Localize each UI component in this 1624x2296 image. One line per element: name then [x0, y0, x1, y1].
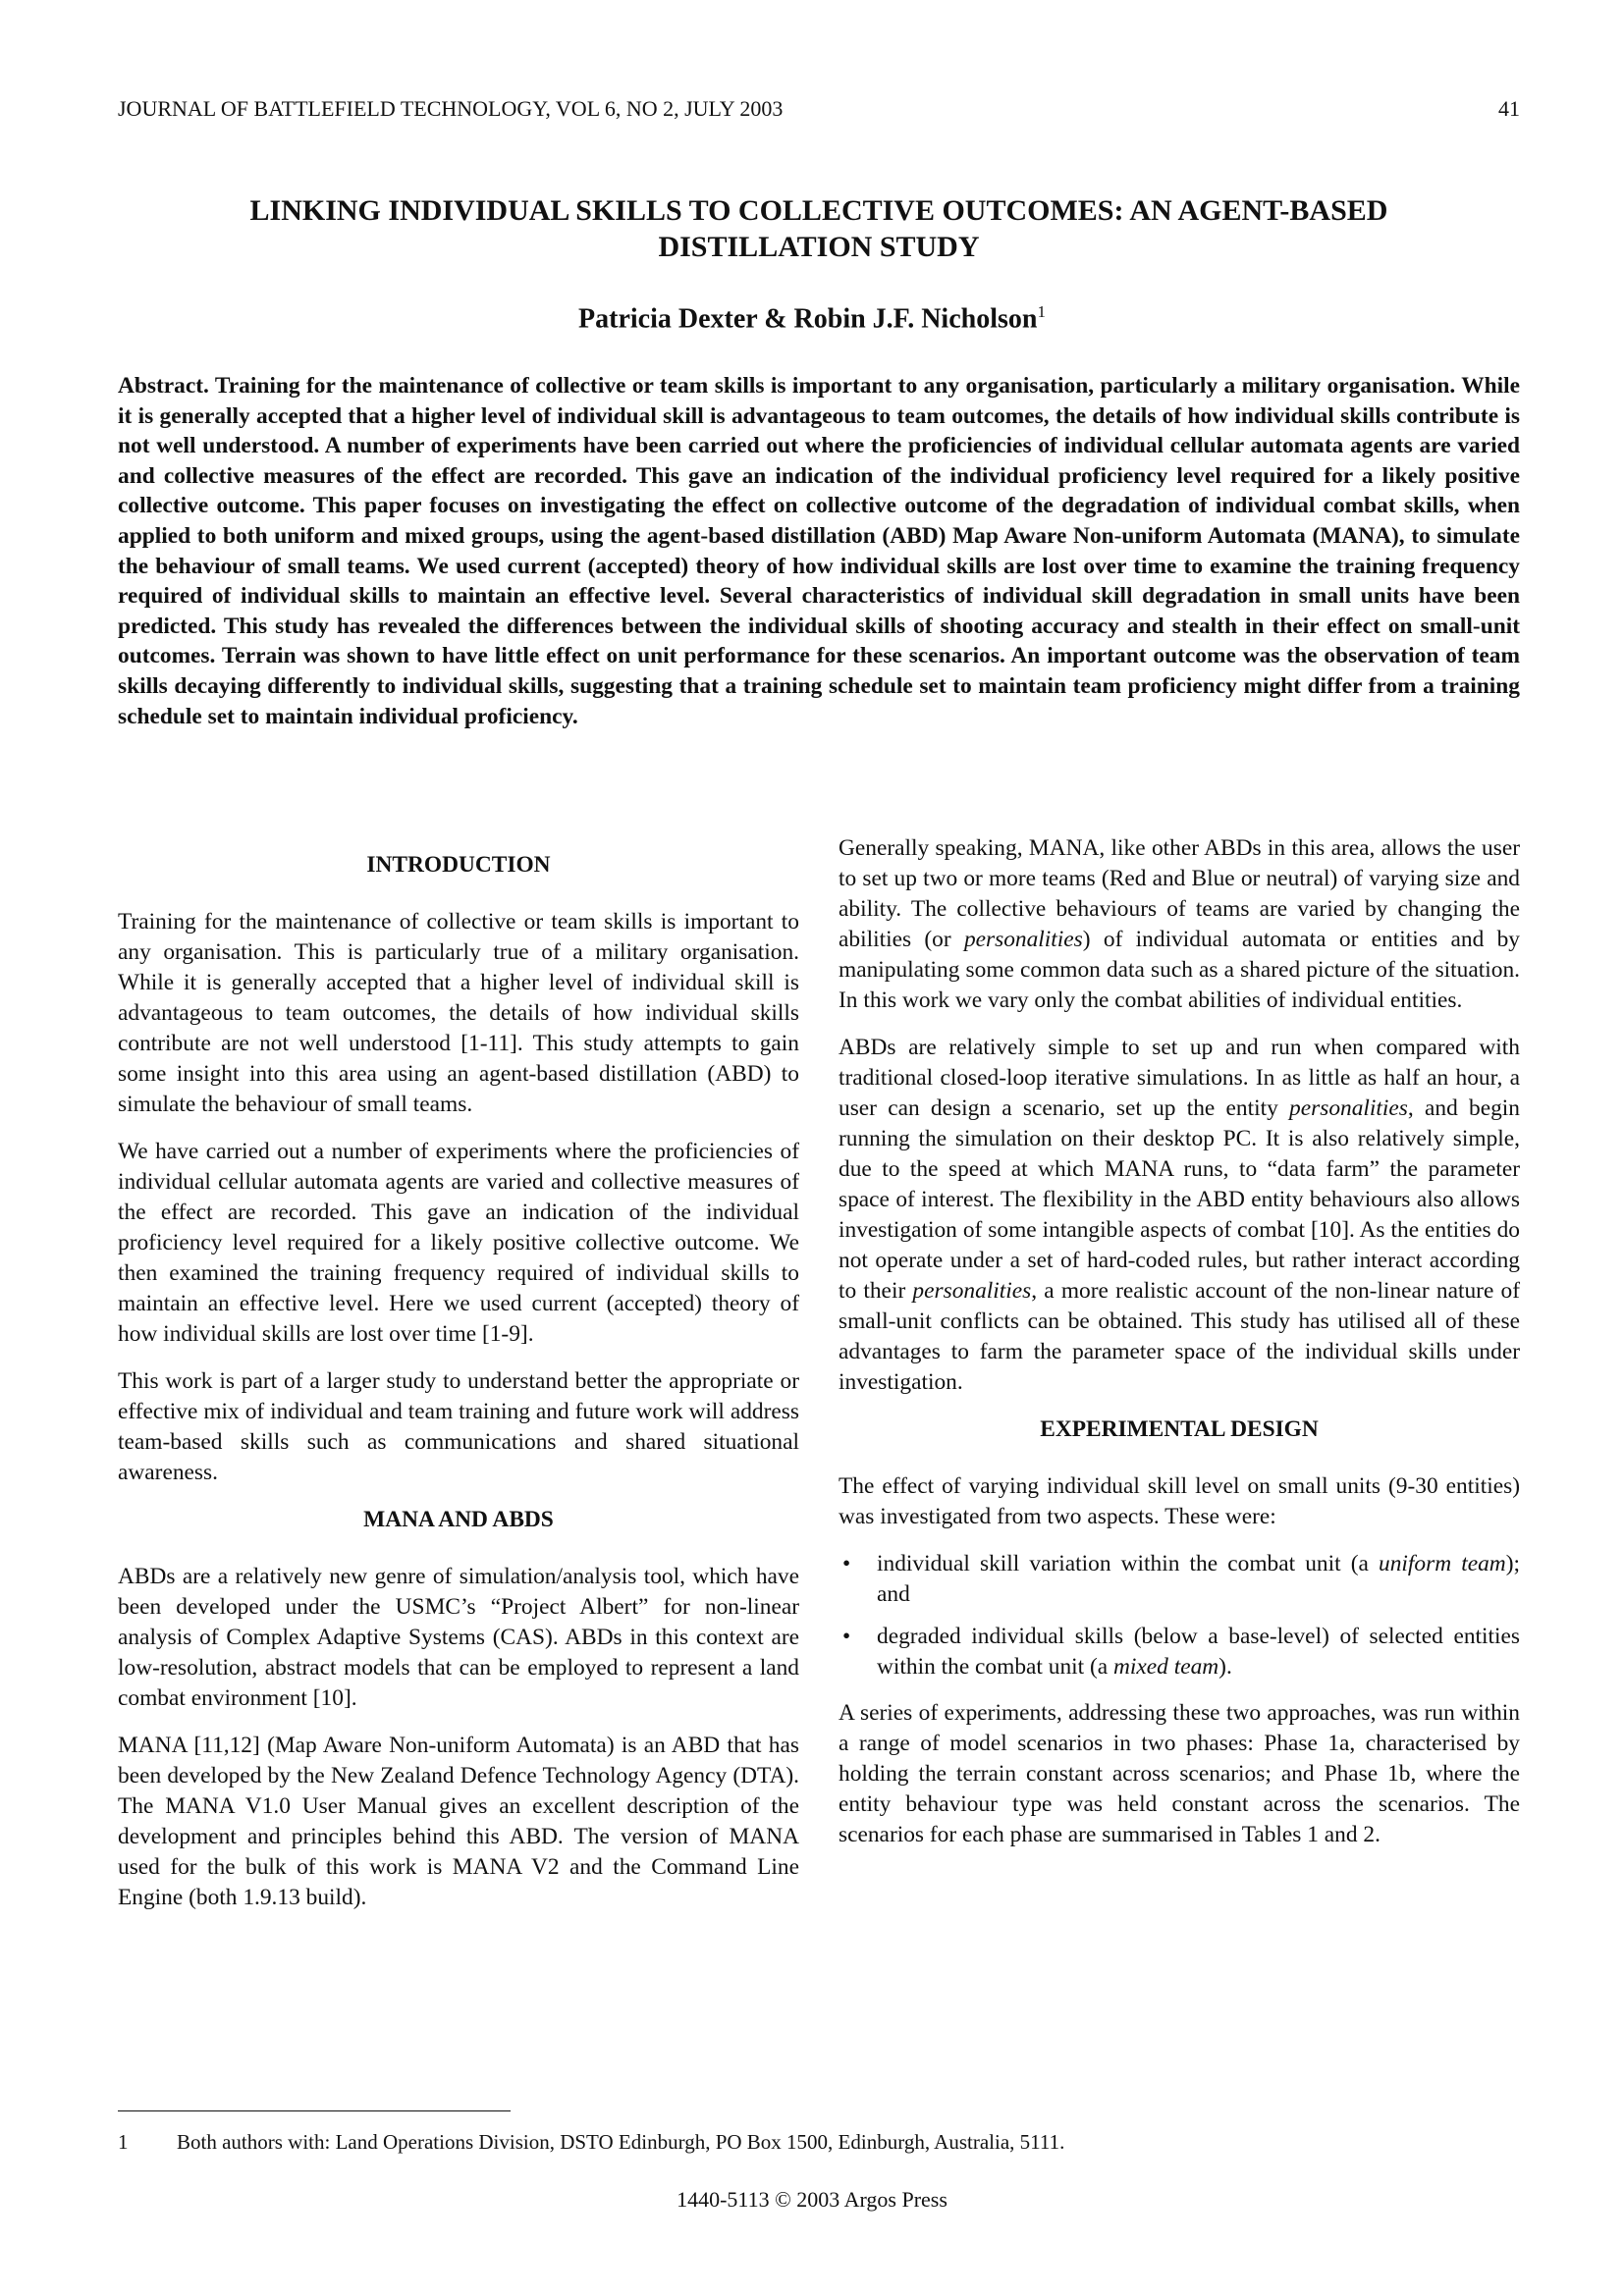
page-footer: 1440-5113 © 2003 Argos Press — [677, 2187, 947, 2212]
running-header — [118, 96, 1520, 122]
footnote-divider — [118, 2110, 511, 2111]
paragraph — [118, 1366, 799, 1488]
text-run: ABDs are relatively simple to set up and run when compared with traditional closed-loop iterative simulations. In as little as half an hour, a user can design a scenario, set up the entity — [839, 1035, 1520, 1121]
right-column — [839, 833, 1520, 1867]
paragraph — [839, 833, 1520, 1016]
paragraph — [839, 1471, 1520, 1532]
text-run: Training for the maintenance of collective or team skills is important to any organisation. This is particularly true of a military organisation. While it is generally accepted that a higher level of individual skill is advantageous to team outcomes, the details of how individual skills contribute are not well understood [1-11]. This study attempts to gain some insight into this area using an agent-based distillation (ABD) to simulate the behaviour of small teams. — [118, 909, 799, 1117]
text-run: , a more realistic account of the non-linear nature of small-unit conflicts can be obtained. This study has utilised all of these advantages to farm the parameter space of the individual skills under investigation. — [839, 1278, 1520, 1395]
text-run: ); and — [877, 1551, 1520, 1607]
text-run: ) of individual automata or entities and by manipulating some common data such as a shared picture of the situation. In this work we vary only the combat abilities of individual entities. — [839, 927, 1520, 1013]
paragraph — [118, 907, 799, 1120]
text-run: Generally speaking, MANA, like other ABDs in this area, allows the user to set up two or more teams (Red and Blue or neutral) of varying size and ability. The collective behaviours of teams are varied by changing the abilities (or — [839, 835, 1520, 952]
authors — [0, 302, 1624, 335]
journal-name: JOURNAL OF BATTLEFIELD TECHNOLOGY, VOL 6, NO 2, JULY 2003 — [118, 96, 784, 121]
footnote — [118, 2130, 1064, 2155]
text-run: The effect of varying individual skill level on small units (9-30 entities) was investigated from two aspects. These were: — [839, 1473, 1520, 1529]
abstract: Abstract. Training for the maintenance of collective or team skills is important to any organisation, particularly a military organisation. While it is generally accepted that a higher level of individual skill is advantageous to team outcomes, the details of how individual skills contribute is not well understood. A number of experiments have been carried out where the proficiencies of individual cellular automata agents are varied and collective measures of the effect are recorded. This gave an indication of the individual proficiency level required for a likely positive collective outcome. This paper focuses on investigating the effect on collective outcome of the degradation of individual combat skills, when applied to both uniform and mixed groups, using the agent-based distillation (ABD) Map Aware Non-uniform Automata (MANA), to simulate the behaviour of small teams. We used current (accepted) theory of how individual skills are lost over time to examine the training frequency required of individual skills to maintain an effective level. Several characteristics of individual skill degradation in small units have been predicted. This study has revealed the differences between the individual skills of shooting accuracy and stealth in their effect on small-unit outcomes. Terrain was shown to have little effect on unit performance for these scenarios. An important outcome was the observation of team skills decaying differently to individual skills, suggesting that a training schedule set to maintain team proficiency might differ from a training schedule set to maintain individual proficiency. — [118, 373, 1520, 729]
text-run: MANA [11,12] (Map Aware Non-uniform Automata) is an ABD that has been developed by the New Zealand Defence Technology Agency (DTA). The MANA V1.0 User Manual gives an excellent description of the development and principles behind this ABD. The version of MANA used for the bulk of this work is MANA V2 and the Command Line Engine (both 1.9.13 build). — [118, 1733, 799, 1910]
section-heading: INTRODUCTION — [366, 852, 551, 878]
paragraph — [839, 1033, 1520, 1398]
text-run: individual skill variation within the combat unit (a — [877, 1551, 1380, 1576]
text-run: degraded individual skills (below a base-level) of selected entities within the combat unit (a — [877, 1624, 1520, 1680]
text-run: , and begin running the simulation on their desktop PC. It is also relatively simple, due to the speed at which MANA runs, to “data farm” the parameter space of interest. The flexibility in the ABD entity behaviours also allows investigation of some intangible aspects of combat [10]. As the entities do not operate under a set of hard-coded rules, but rather interact according to their — [839, 1095, 1520, 1304]
text-run: ABDs are a relatively new genre of simulation/analysis tool, which have been developed under the USMC’s “Project Albert” for non-linear analysis of Complex Adaptive Systems (CAS). ABDs in this context are low-resolution, abstract models that can be employed to represent a land combat environment [10]. — [118, 1564, 799, 1711]
page-number: 41 — [1498, 96, 1520, 121]
text-run: We have carried out a number of experiments where the proficiencies of individual cellular automata agents are varied and collective measures of the effect are recorded. This gave an indication of the individual proficiency level required for a likely positive collective outcome. We then examined the training frequency required of individual skills to maintain an effective level. Here we used current (accepted) theory of how individual skills are lost over time [1-9]. — [118, 1139, 799, 1347]
italic-term: uniform team — [1379, 1551, 1506, 1576]
text-run: A series of experiments, addressing these two approaches, was run within a range of model scenarios in two phases: Phase 1a, characterised by holding the terrain constant across scenarios; and Phase 1b, where the entity behaviour type was held constant across the scenarios. The scenarios for each phase are summarised in Tables 1 and 2. — [839, 1700, 1520, 1847]
footnote-number: 1 — [118, 2130, 129, 2154]
paper-title: LINKING INDIVIDUAL SKILLS TO COLLECTIVE OUTCOMES: AN AGENT-BASED DISTILLATION STUDY — [249, 194, 1388, 263]
author-names: Patricia Dexter & Robin J.F. Nicholson — [578, 303, 1038, 335]
bullet-list — [839, 1549, 1520, 1682]
section-heading: EXPERIMENTAL DESIGN — [1040, 1416, 1319, 1442]
section-heading: MANA AND ABDS — [363, 1507, 554, 1532]
italic-term: personalities — [1289, 1095, 1408, 1121]
list-item — [839, 1549, 1520, 1610]
list-item — [839, 1622, 1520, 1682]
paragraph — [118, 1562, 799, 1714]
text-run: ). — [1218, 1654, 1232, 1680]
paragraph — [118, 1137, 799, 1350]
footnote-mark: 1 — [1037, 302, 1046, 321]
text-run: This work is part of a larger study to understand better the appropriate or effective mix of individual and team training and future work will address team-based skills such as communications and shared situational awareness. — [118, 1368, 799, 1485]
paragraph — [839, 1698, 1520, 1850]
italic-term: mixed team — [1113, 1654, 1219, 1680]
paragraph — [118, 1731, 799, 1913]
footnote-text: Both authors with: Land Operations Division, DSTO Edinburgh, PO Box 1500, Edinburgh, Australia, 5111. — [177, 2130, 1065, 2154]
left-column — [118, 850, 799, 1930]
italic-term: personalities — [963, 927, 1083, 952]
italic-term: personalities — [912, 1278, 1032, 1304]
